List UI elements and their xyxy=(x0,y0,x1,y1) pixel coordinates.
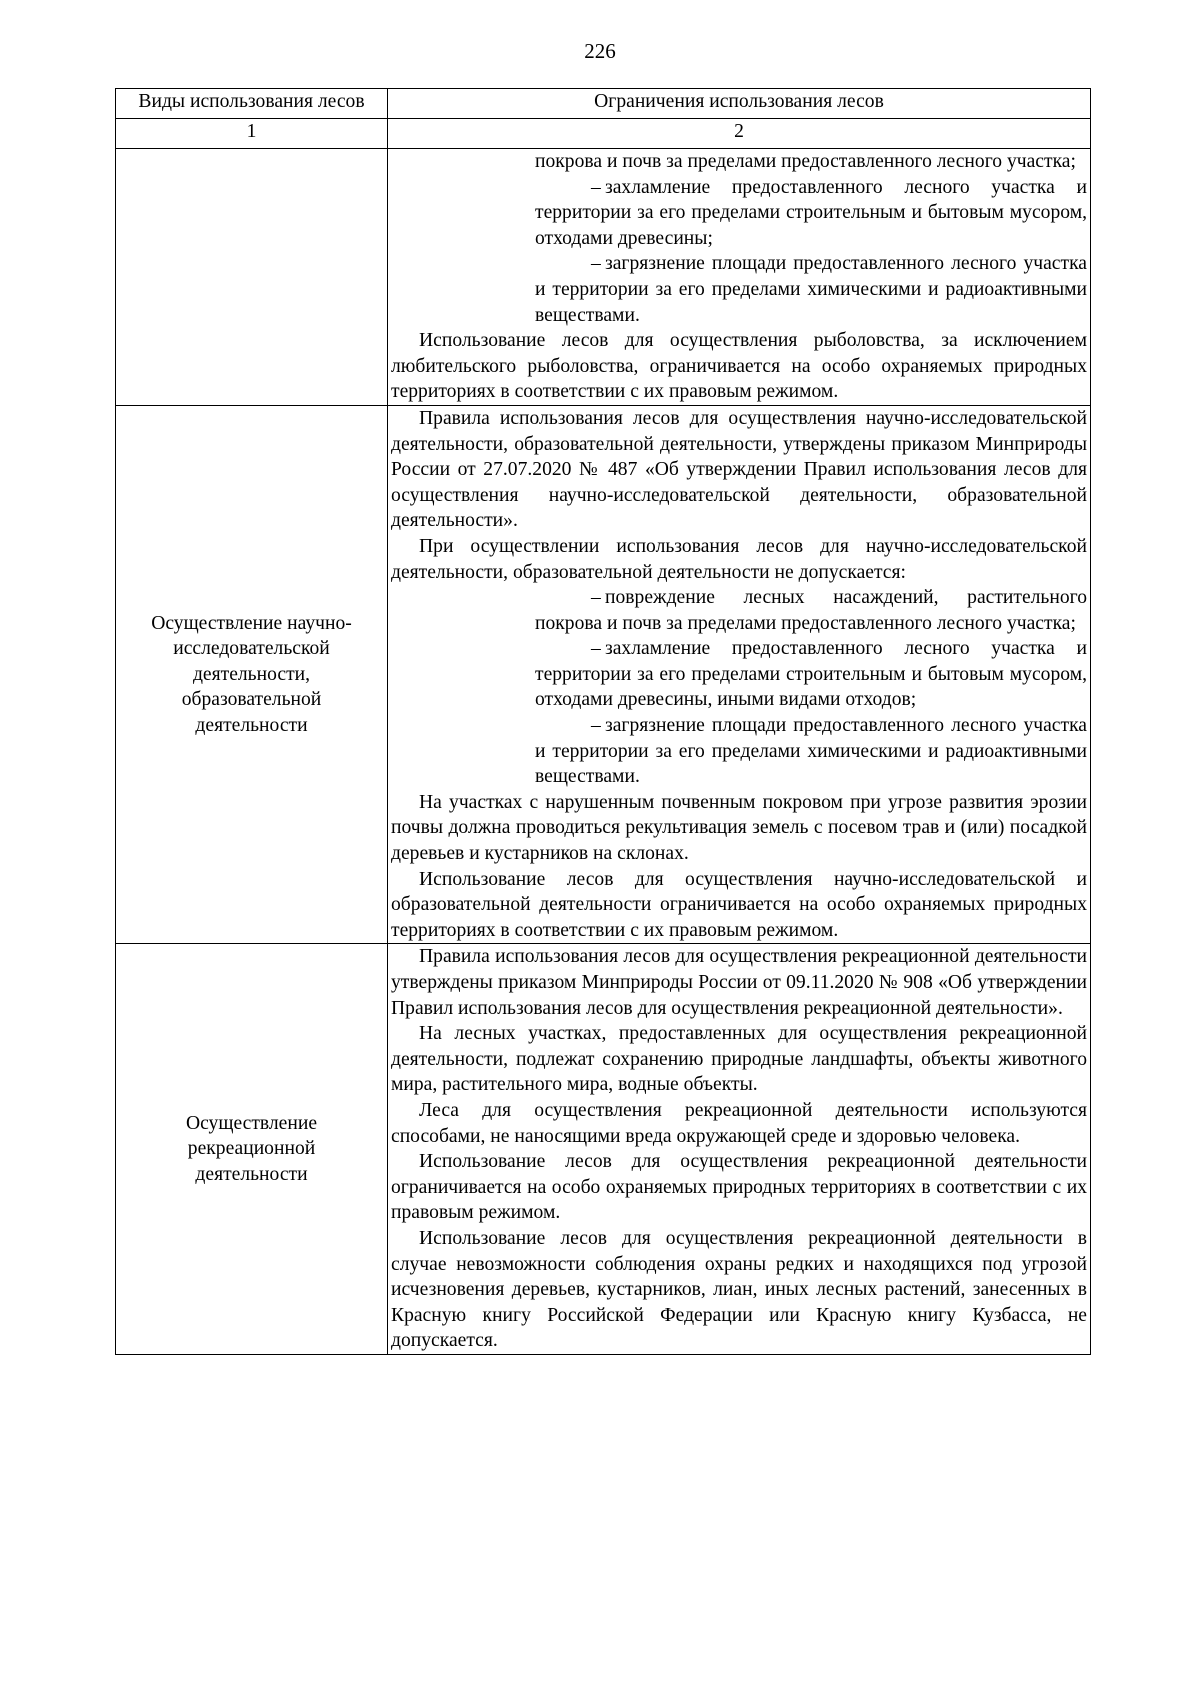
list-item-text: захламление предоставленного лесного участка и территории за его пределами строительным и бытовым мусором, отходами древесины; xyxy=(535,176,1087,249)
column-number-2: 2 xyxy=(388,119,1091,149)
dash-marker: – xyxy=(591,176,601,198)
table-header-row xyxy=(116,89,1091,119)
list-item xyxy=(535,251,1087,328)
list-item-text: повреждение лесных насаждений, растительного покрова и почв за пределами предоставленного лесного участка; xyxy=(535,587,1087,634)
row-restrictions-cell xyxy=(388,944,1091,1355)
header-forest-use-restrictions: Ограничения использования лесов xyxy=(388,89,1091,119)
paragraph: При осуществлении использования лесов для научно-исследовательской деятельности, образовательной деятельности не допускается: xyxy=(391,535,1087,583)
header-forest-use-types: Виды использования лесов xyxy=(116,89,388,119)
list-item xyxy=(535,585,1087,636)
paragraph: На лесных участках, предоставленных для осуществления рекреационной деятельности, подлежат сохранению природные ландшафты, объекты животного мира, растительного мира, водные объекты. xyxy=(391,1023,1087,1096)
column-number-1: 1 xyxy=(116,119,388,149)
list-item xyxy=(535,636,1087,713)
list-item xyxy=(535,175,1087,252)
page-number: 226 xyxy=(584,39,616,63)
row-restrictions-cell xyxy=(388,405,1091,943)
paragraph: На участках с нарушенным почвенным покровом при угрозе развития эрозии почвы должна проводиться рекультивация земель с посевом трав и (или) посадкой деревьев и кустарников на склонах. xyxy=(391,791,1087,865)
dash-marker: – xyxy=(591,715,601,737)
paragraph: Использование лесов для осуществления рекреационной деятельности ограничивается на особо охраняемых природных территориях в соответствии с их правовым режимом. xyxy=(391,1151,1087,1224)
list-item xyxy=(535,713,1087,790)
list-item-continuation: покрова и почв за пределами предоставленного лесного участка; xyxy=(535,151,1076,172)
list-item-text: захламление предоставленного лесного участка и территории за его пределами строительным и бытовым мусором, отходами древесины, иными видами отходов; xyxy=(535,638,1087,711)
column-number-row xyxy=(116,119,1091,149)
paragraph: Использование лесов для осуществления рыболовства, за исключением любительского рыболовства, ограничивается на особо охраняемых природных территориях в соответствии с их правовым режимом. xyxy=(391,330,1087,403)
paragraph: Правила использования лесов для осуществления рекреационной деятельности утверждены приказом Минприроды России от 09.11.2020 № 908 «Об утверждении Правил использования лесов для осуществления рекреационной деятельности». xyxy=(391,946,1087,1019)
row-forest-use-type: Осуществление научно-исследовательской деятельности, образовательной деятельности xyxy=(116,405,388,943)
dash-marker: – xyxy=(591,253,601,275)
row-forest-use-type: Осуществление рекреационной деятельности xyxy=(116,944,388,1355)
dash-marker: – xyxy=(591,638,601,660)
paragraph: Правила использования лесов для осуществления научно-исследовательской деятельности, образовательной деятельности, утверждены приказом Минприроды России от 27.07.2020 № 487 «Об утверждении Правил использования лесов для осуществления научно-исследовательской деятельности, образовательной деятельности». xyxy=(391,407,1087,532)
row-restrictions-cell xyxy=(388,149,1091,406)
list-item-text: загрязнение площади предоставленного лесного участка и территории за его пределами химическими и радиоактивными веществами. xyxy=(535,253,1087,326)
table-row-research-education xyxy=(116,405,1091,943)
dash-marker: – xyxy=(591,587,601,609)
table-row-recreation xyxy=(116,944,1091,1355)
restrictions-table xyxy=(115,88,1091,1355)
list-item-text: загрязнение площади предоставленного лесного участка и территории за его пределами химическими и радиоактивными веществами. xyxy=(535,715,1087,788)
paragraph: Леса для осуществления рекреационной деятельности используются способами, не наносящими вреда окружающей среде и здоровью человека. xyxy=(391,1099,1087,1147)
row-forest-use-type xyxy=(116,149,388,406)
paragraph: Использование лесов для осуществления рекреационной деятельности в случае невозможности соблюдения охраны редких и находящихся под угрозой исчезновения деревьев, кустарников, лиан, иных лесных растений, занесенных в Красную книгу Российской Федерации или Красную книгу Кузбасса, не допускается. xyxy=(391,1227,1087,1352)
table-row-continuation xyxy=(116,149,1091,406)
paragraph: Использование лесов для осуществления научно-исследовательской и образовательной деятельности ограничивается на особо охраняемых природных территориях в соответствии с их правовым режимом. xyxy=(391,868,1087,941)
